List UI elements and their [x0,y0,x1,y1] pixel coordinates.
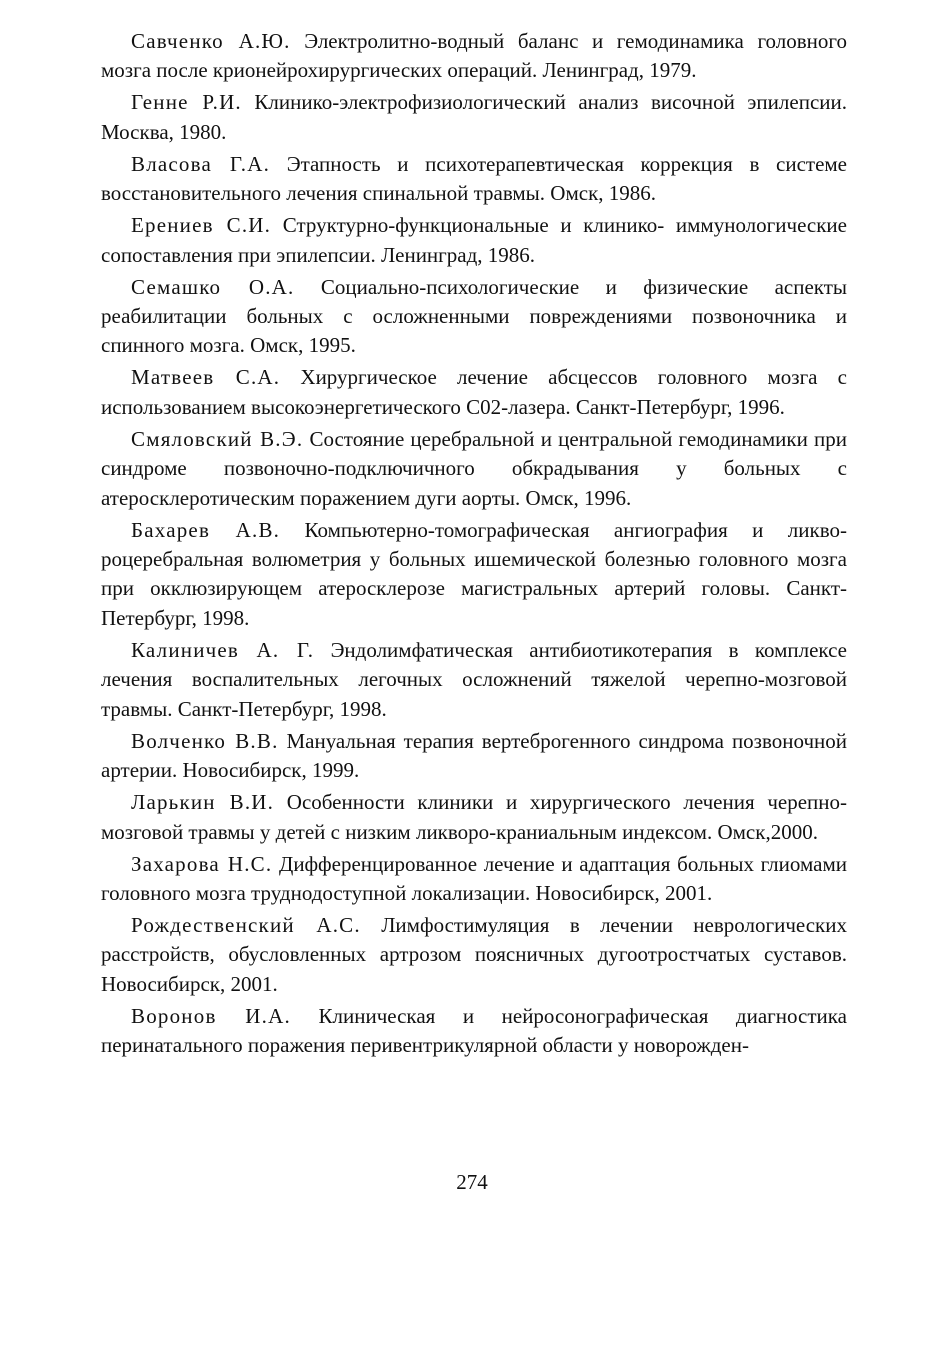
bibliography-entry [101,850,847,909]
entry-author: Ерениев С.И. [131,213,272,238]
bibliography-entry [101,425,847,513]
bibliography-entry [101,27,847,86]
entry-text: Компьютерно-томографическая ангиография и ликвороцеребральная волюметрия у больных ишемической болезнью головного мозга при окклюзирующем атеросклерозе магистральных артерий головы. Санкт-Петербург, 1998. [101,517,847,630]
entry-author: Матвеев С.А. [131,365,281,390]
bibliography-entry [101,788,847,847]
bibliography-entry [101,88,847,147]
entry-author: Волченко В.В. [131,728,279,753]
bibliography-entry [101,636,847,724]
entry-text: Хирургическое лечение абсцессов головного мозга с использованием высокоэнергетического С02-лазера. Санкт-Петербург, 1996. [101,365,847,419]
bibliography-entry [101,363,847,422]
bibliography-entry [101,1002,847,1061]
entry-text: Социально-психологические и физические аспекты реабилитации больных с осложненными повреждениями позвоночника и спинного мозга. Омск, 1995. [101,274,848,358]
bibliography-entry [101,273,847,361]
bibliography-list [101,27,847,1063]
bibliography-entry [101,211,847,270]
entry-author: Ларькин В.И. [131,790,275,815]
entry-author: Савченко А.Ю. [131,29,291,53]
bibliography-entry [101,150,847,209]
entry-text: Мануальная терапия вертеброгенного синдрома позвоночной артерии. Новосибирск, 1999. [101,728,847,783]
bibliography-entry [101,911,847,999]
bibliography-entry [101,516,847,634]
entry-text: Клиническая и нейросонографическая диагностика перинатального поражения перивентрикулярной области у новорожден- [101,1003,847,1058]
entry-text: Особенности клиники и хирургического лечения черепно-мозговой травмы у детей с низким ликворо-краниальным индексом. Омск,2000. [101,790,847,844]
entry-author: Рождественский А.С. [131,912,361,937]
entry-author: Бахарев А.В. [131,517,281,542]
entry-author: Власова Г.А. [131,151,271,176]
entry-author: Генне Р.И. [131,90,242,115]
entry-text: Лимфостимуляция в лечении неврологических расстройств, обусловленных артрозом поясничных дугоотростчатых суставов. Новосибирск, 2001. [101,912,847,996]
entry-author: Воронов И.А. [131,1003,291,1028]
entry-author: Семашко О.А. [131,274,295,299]
entry-text: Дифференцированное лечение и адаптация больных глиомами головного мозга труднодоступной локализации. Новосибирск, 2001. [101,851,847,905]
entry-text: Этапность и психотерапевтическая коррекция в системе восстановительного лечения спинальной травмы. Омск, 1986. [101,151,847,206]
entry-author: Смяловский В.Э. [131,426,304,451]
bibliography-entry [101,727,847,786]
entry-author: Калиничев А. Г. [131,637,315,662]
page-number: 274 [456,1170,488,1194]
entry-text: Эндолимфатическая антибиотикотерапия в комплексе лечения воспалительных легочных осложнений тяжелой черепно-мозговой травмы. Санкт-Петербург, 1998. [101,637,847,721]
entry-text: Электролитно-водный баланс и гемодинамика головного мозга после крионейрохирургических операций. Ленинград, 1979. [101,29,847,83]
entry-text: Клинико-электрофизиологический анализ височной эпилепсии. Москва, 1980. [101,90,847,144]
entry-text: Структурно-функциональные и клинико- иммунологические сопоставления при эпилепсии. Ленинград, 1986. [101,213,847,267]
entry-text: Состояние церебральной и центральной гемодинамики при синдроме позвоночно-подключичного обкрадывания у больных с атеросклеротическим поражением дуги аорты. Омск, 1996. [101,426,847,510]
entry-author: Захарова Н.С. [131,851,273,876]
